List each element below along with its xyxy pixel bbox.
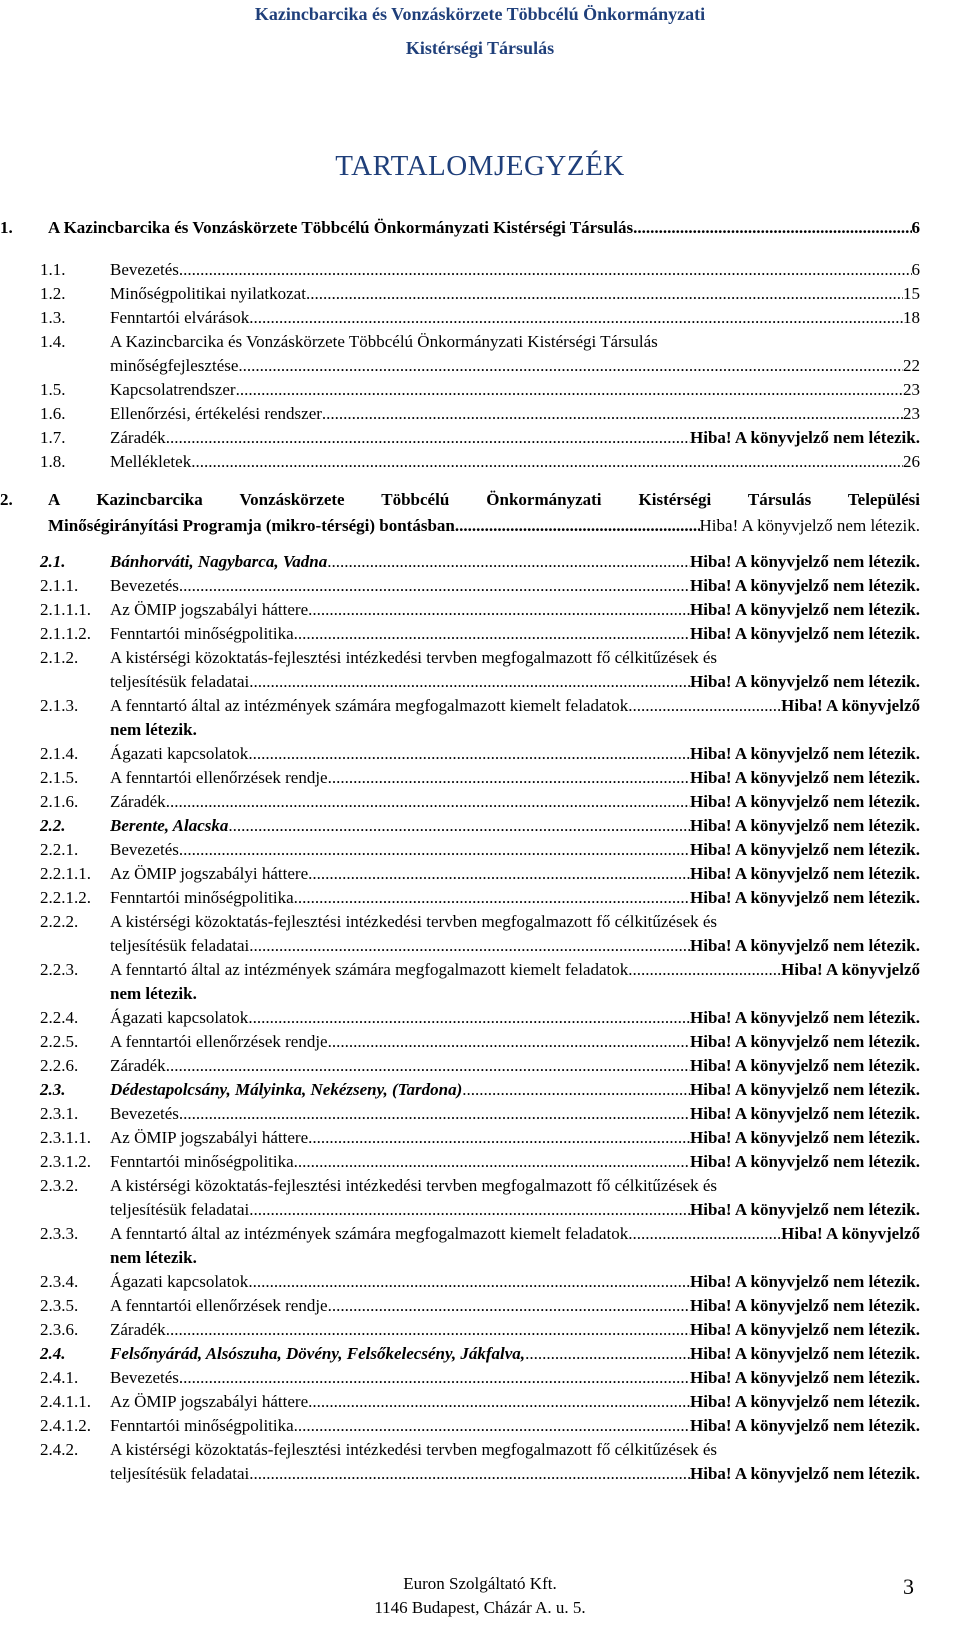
toc-page: Hiba! A könyvjelző [781, 960, 920, 979]
toc-line [110, 1080, 920, 1100]
toc-leader-dots [294, 888, 690, 908]
toc-line [110, 936, 920, 956]
toc-leader-dots [166, 1056, 690, 1076]
toc-page: Hiba! A könyvjelző nem létezik. [690, 1032, 920, 1051]
toc-line [110, 1368, 920, 1388]
toc-line [110, 840, 920, 860]
toc-label: A fenntartói ellenőrzések rendje [110, 768, 328, 787]
toc-line [110, 744, 920, 764]
toc-page: 6 [911, 218, 920, 237]
toc-page: Hiba! A könyvjelző nem létezik. [690, 1272, 920, 1291]
toc-leader-dots [628, 696, 781, 716]
toc-leader-dots [294, 1152, 690, 1172]
toc-label: A fenntartói ellenőrzések rendje [110, 1296, 328, 1315]
toc-number: 2.2.4. [40, 1008, 79, 1027]
toc-line [110, 1464, 920, 1484]
toc-number: 2.1.5. [40, 768, 79, 787]
toc-label: Mellékletek [110, 452, 192, 471]
toc-leader-dots [166, 1320, 690, 1340]
toc-label: A fenntartó által az intézmények számára megfogalmazott kiemelt feladatok [110, 696, 629, 715]
toc-label: Bánhorváti, Nagybarca, Vadna [110, 552, 328, 571]
toc-number: 2.4.1.1. [40, 1392, 91, 1411]
toc-label: Kapcsolatrendszer [110, 380, 236, 399]
toc-page: Hiba! A könyvjelző nem létezik. [690, 576, 920, 595]
toc-page-continued: nem létezik. [110, 1248, 197, 1267]
toc-page: Hiba! A könyvjelző nem létezik. [690, 552, 920, 571]
toc-page: 23 [903, 404, 920, 423]
toc-leader-dots [308, 1128, 690, 1148]
toc-line [110, 308, 920, 328]
toc-number: 2.1.1. [40, 576, 79, 595]
toc-label-line-1: A kistérségi közoktatás-fejlesztési intézkedési tervben megfogalmazott fő célkitűzések és [110, 912, 718, 931]
toc-leader-dots [248, 1008, 690, 1028]
toc-page: Hiba! A könyvjelző [781, 696, 920, 715]
toc-leader-dots [179, 576, 690, 596]
toc-number: 2.4. [40, 1344, 66, 1363]
toc-line [110, 1344, 920, 1364]
toc-label: Dédestapolcsány, Mályinka, Nekézseny, (Tardona) [110, 1080, 463, 1099]
toc-line [48, 516, 920, 536]
toc-line [110, 1320, 920, 1340]
toc-label: Záradék [110, 1056, 166, 1075]
toc-line [48, 218, 920, 238]
toc-label-line-2: Minőségirányítási Programja (mikro-térségi) bontásban [48, 516, 455, 535]
toc-label: Fenntartói minőségpolitika [110, 1416, 294, 1435]
toc-number: 1.8. [40, 452, 66, 471]
toc-leader-dots [248, 1272, 690, 1292]
toc-page: Hiba! A könyvjelző nem létezik. [690, 1296, 920, 1315]
toc-label: Az ÖMIP jogszabályi háttere [110, 864, 309, 883]
toc-page: Hiba! A könyvjelző nem létezik. [690, 1416, 920, 1435]
toc-label: Az ÖMIP jogszabályi háttere [110, 600, 309, 619]
toc-line [110, 1272, 920, 1292]
toc-line [110, 888, 920, 908]
toc-page: Hiba! A könyvjelző nem létezik. [690, 672, 920, 691]
toc-leader-dots [308, 864, 690, 884]
toc-label: A fenntartói ellenőrzések rendje [110, 1032, 328, 1051]
toc-number: 2. [0, 490, 13, 509]
toc-page: Hiba! A könyvjelző nem létezik. [690, 1056, 920, 1075]
toc-number: 2.4.1. [40, 1368, 79, 1387]
toc-number: 2.3.4. [40, 1272, 79, 1291]
toc-page: Hiba! A könyvjelző nem létezik. [690, 1320, 920, 1339]
toc-line [110, 960, 920, 980]
toc-page: Hiba! A könyvjelző nem létezik. [690, 1008, 920, 1027]
toc-label: Fenntartói minőségpolitika [110, 888, 294, 907]
toc-line [110, 672, 920, 692]
toc-leader-dots [327, 552, 690, 572]
toc-leader-dots [179, 1368, 690, 1388]
toc-page: Hiba! A könyvjelző nem létezik. [690, 888, 920, 907]
toc-leader-dots [455, 516, 700, 536]
footer-company: Euron Szolgáltató Kft. [403, 1574, 557, 1593]
toc-label: Záradék [110, 428, 166, 447]
toc-page: Hiba! A könyvjelző nem létezik. [690, 1344, 920, 1363]
page-number: 3 [903, 1574, 914, 1599]
toc-number: 2.2.1.2. [40, 888, 91, 907]
toc-page: Hiba! A könyvjelző nem létezik. [690, 816, 920, 835]
toc-page: Hiba! A könyvjelző nem létezik. [690, 792, 920, 811]
footer-address: 1146 Budapest, Cházár A. u. 5. [374, 1598, 586, 1617]
toc-line [110, 816, 920, 836]
toc-label: Az ÖMIP jogszabályi háttere [110, 1128, 309, 1147]
page-title: TARTALOMJEGYZÉK [335, 150, 625, 182]
toc-label: Záradék [110, 1320, 166, 1339]
toc-line [110, 356, 920, 376]
toc-page: Hiba! A könyvjelző nem létezik. [690, 840, 920, 859]
toc-number: 2.1.6. [40, 792, 79, 811]
toc-leader-dots [328, 768, 690, 788]
toc-line [110, 1008, 920, 1028]
toc-line [110, 768, 920, 788]
toc-page: Hiba! A könyvjelző nem létezik. [690, 1200, 920, 1219]
toc-number: 2.1.2. [40, 648, 79, 667]
toc-page: Hiba! A könyvjelző nem létezik. [690, 1392, 920, 1411]
toc-line [110, 864, 920, 884]
toc-page-continued: nem létezik. [110, 720, 197, 739]
toc-number: 2.4.1.2. [40, 1416, 91, 1435]
toc-leader-dots [628, 960, 781, 980]
toc-label: Ágazati kapcsolatok [110, 1008, 249, 1027]
toc-leader-dots [248, 744, 690, 764]
toc-line [110, 1128, 920, 1148]
toc-number: 1.5. [40, 380, 66, 399]
toc-line [110, 1416, 920, 1436]
toc-number: 2.1.4. [40, 744, 79, 763]
toc-label: Bevezetés [110, 576, 179, 595]
toc-page: Hiba! A könyvjelző nem létezik. [690, 1464, 920, 1483]
toc-leader-dots [294, 624, 690, 644]
toc-number: 2.1.1.1. [40, 600, 91, 619]
toc-label: Felsőnyárád, Alsószuha, Dövény, Felsőkelecsény, Jákfalva, [110, 1344, 526, 1363]
toc-label-line-2: teljesítésük feladatai [110, 936, 250, 955]
toc-label: Záradék [110, 792, 166, 811]
toc-number: 2.3. [40, 1080, 66, 1099]
toc-line [110, 404, 920, 424]
toc-label: Ágazati kapcsolatok [110, 1272, 249, 1291]
toc-number: 2.2.1. [40, 840, 79, 859]
toc-page: 18 [903, 308, 920, 327]
toc-line [110, 624, 920, 644]
toc-line [110, 576, 920, 596]
toc-label: Fenntartói minőségpolitika [110, 624, 294, 643]
toc-page: Hiba! A könyvjelző nem létezik. [690, 1152, 920, 1171]
toc-number: 2.2. [40, 816, 66, 835]
toc-number: 1.7. [40, 428, 66, 447]
toc-leader-dots [308, 600, 690, 620]
toc-leader-dots [249, 308, 903, 328]
toc-label: A fenntartó által az intézmények számára megfogalmazott kiemelt feladatok [110, 1224, 629, 1243]
toc-label: Bevezetés [110, 1104, 179, 1123]
toc-label: Bevezetés [110, 840, 179, 859]
toc-page: Hiba! A könyvjelző nem létezik. [699, 516, 920, 535]
toc-page: Hiba! A könyvjelző nem létezik. [690, 1128, 920, 1147]
toc-label: A Kazincbarcika és Vonzáskörzete Többcélú Önkormányzati Kistérségi Társulás [48, 218, 634, 237]
toc-line [110, 1056, 920, 1076]
toc-leader-dots [525, 1344, 690, 1364]
toc-leader-dots [166, 428, 690, 448]
toc-leader-dots [179, 840, 690, 860]
toc-line [110, 1104, 920, 1124]
toc-label: Bevezetés [110, 260, 179, 279]
toc-leader-dots [179, 1104, 690, 1124]
toc-leader-dots [294, 1416, 690, 1436]
toc-leader-dots [228, 816, 690, 836]
toc-number: 2.1. [40, 552, 66, 571]
toc-number: 2.2.2. [40, 912, 79, 931]
toc-leader-dots [633, 218, 911, 238]
toc-leader-dots [166, 792, 690, 812]
toc-label-line-1: A Kazincbarcika és Vonzáskörzete Többcélú Önkormányzati Kistérségi Társulás [110, 332, 658, 351]
toc-page: 23 [903, 380, 920, 399]
toc-number: 2.1.1.2. [40, 624, 91, 643]
toc-line [110, 552, 920, 572]
toc-number: 2.3.6. [40, 1320, 79, 1339]
toc-line [110, 792, 920, 812]
header-line-2: Kistérségi Társulás [405, 38, 555, 58]
toc-leader-dots [306, 284, 903, 304]
toc-label: Berente, Alacska [110, 816, 229, 835]
toc-leader-dots [322, 404, 903, 424]
toc-number: 2.4.2. [40, 1440, 79, 1459]
toc-page: Hiba! A könyvjelző [781, 1224, 920, 1243]
toc-label: Az ÖMIP jogszabályi háttere [110, 1392, 309, 1411]
toc-leader-dots [462, 1080, 690, 1100]
toc-number: 1.1. [40, 260, 66, 279]
toc-line [110, 1152, 920, 1172]
toc-number: 2.2.5. [40, 1032, 79, 1051]
toc-leader-dots [308, 1392, 690, 1412]
toc-number: 2.2.6. [40, 1056, 79, 1075]
toc-line [110, 452, 920, 472]
toc-leader-dots [328, 1296, 690, 1316]
toc-line [110, 696, 920, 716]
toc-page: 6 [911, 260, 920, 279]
toc-page: Hiba! A könyvjelző nem létezik. [690, 864, 920, 883]
toc-page: Hiba! A könyvjelző nem létezik. [690, 624, 920, 643]
toc-label: A fenntartó által az intézmények számára megfogalmazott kiemelt feladatok [110, 960, 629, 979]
toc-label: Ágazati kapcsolatok [110, 744, 249, 763]
toc-number: 1.6. [40, 404, 66, 423]
toc-leader-dots [249, 1464, 690, 1484]
toc-line [110, 1224, 920, 1244]
toc-number: 2.2.1.1. [40, 864, 91, 883]
toc-page: Hiba! A könyvjelző nem létezik. [690, 428, 920, 447]
toc-leader-dots [249, 936, 690, 956]
toc-line [110, 380, 920, 400]
toc-label-line-2: teljesítésük feladatai [110, 1200, 250, 1219]
toc-number: 2.3.5. [40, 1296, 79, 1315]
toc-line [110, 1296, 920, 1316]
toc-page: Hiba! A könyvjelző nem létezik. [690, 1368, 920, 1387]
toc-label: Fenntartói minőségpolitika [110, 1152, 294, 1171]
toc-label-line-2: teljesítésük feladatai [110, 1464, 250, 1483]
toc-line [110, 1032, 920, 1052]
toc-page: Hiba! A könyvjelző nem létezik. [690, 768, 920, 787]
header-line-1: Kazincbarcika és Vonzáskörzete Többcélú Önkormányzati [254, 4, 706, 24]
toc-label-line-1: A kistérségi közoktatás-fejlesztési intézkedési tervben megfogalmazott fő célkitűzések és [110, 1440, 718, 1459]
toc-number: 1. [0, 218, 13, 237]
toc-leader-dots [191, 452, 903, 472]
toc-line [110, 1200, 920, 1220]
toc-number: 2.1.3. [40, 696, 79, 715]
toc-leader-dots [249, 1200, 690, 1220]
toc-page: Hiba! A könyvjelző nem létezik. [690, 936, 920, 955]
toc-leader-dots [236, 380, 903, 400]
toc-line [110, 428, 920, 448]
toc-page: Hiba! A könyvjelző nem létezik. [690, 1104, 920, 1123]
toc-label-line-1: A kistérségi közoktatás-fejlesztési intézkedési tervben megfogalmazott fő célkitűzések és [110, 1176, 718, 1195]
toc-number: 2.3.1.1. [40, 1128, 91, 1147]
toc-number: 2.3.2. [40, 1176, 79, 1195]
toc-number: 1.3. [40, 308, 66, 327]
toc-page: Hiba! A könyvjelző nem létezik. [690, 600, 920, 619]
toc-page: Hiba! A könyvjelző nem létezik. [690, 1080, 920, 1099]
toc-label: Minőségpolitikai nyilatkozat [110, 284, 306, 303]
toc-page: Hiba! A könyvjelző nem létezik. [690, 744, 920, 763]
toc-page: 15 [903, 284, 920, 303]
toc-label: Bevezetés [110, 1368, 179, 1387]
toc-number: 2.2.3. [40, 960, 79, 979]
toc-label-line-2: minőségfejlesztése [110, 356, 239, 375]
toc-page: 22 [903, 356, 920, 375]
toc-leader-dots [328, 1032, 690, 1052]
toc-label-line-2: teljesítésük feladatai [110, 672, 250, 691]
toc-label-line-1: A kistérségi közoktatás-fejlesztési intézkedési tervben megfogalmazott fő célkitűzések és [110, 648, 718, 667]
toc-line [110, 284, 920, 304]
toc-label: Ellenőrzési, értékelési rendszer [110, 404, 322, 423]
toc-number: 1.2. [40, 284, 66, 303]
toc-leader-dots [249, 672, 690, 692]
toc-line [110, 260, 920, 280]
toc-page-continued: nem létezik. [110, 984, 197, 1003]
toc-number: 2.3.3. [40, 1224, 79, 1243]
toc-number: 2.3.1. [40, 1104, 79, 1123]
toc-page: 26 [903, 452, 920, 471]
toc-leader-dots [179, 260, 912, 280]
toc-line [110, 1392, 920, 1412]
toc-leader-dots [238, 356, 903, 376]
toc-leader-dots [628, 1224, 781, 1244]
toc-line [110, 600, 920, 620]
toc-number: 1.4. [40, 332, 66, 351]
toc-number: 2.3.1.2. [40, 1152, 91, 1171]
toc-label: Fenntartói elvárások [110, 308, 250, 327]
toc-label-line-1: A Kazincbarcika Vonzáskörzete Többcélú Önkormányzati Kistérségi Társulás Települési [48, 490, 920, 509]
